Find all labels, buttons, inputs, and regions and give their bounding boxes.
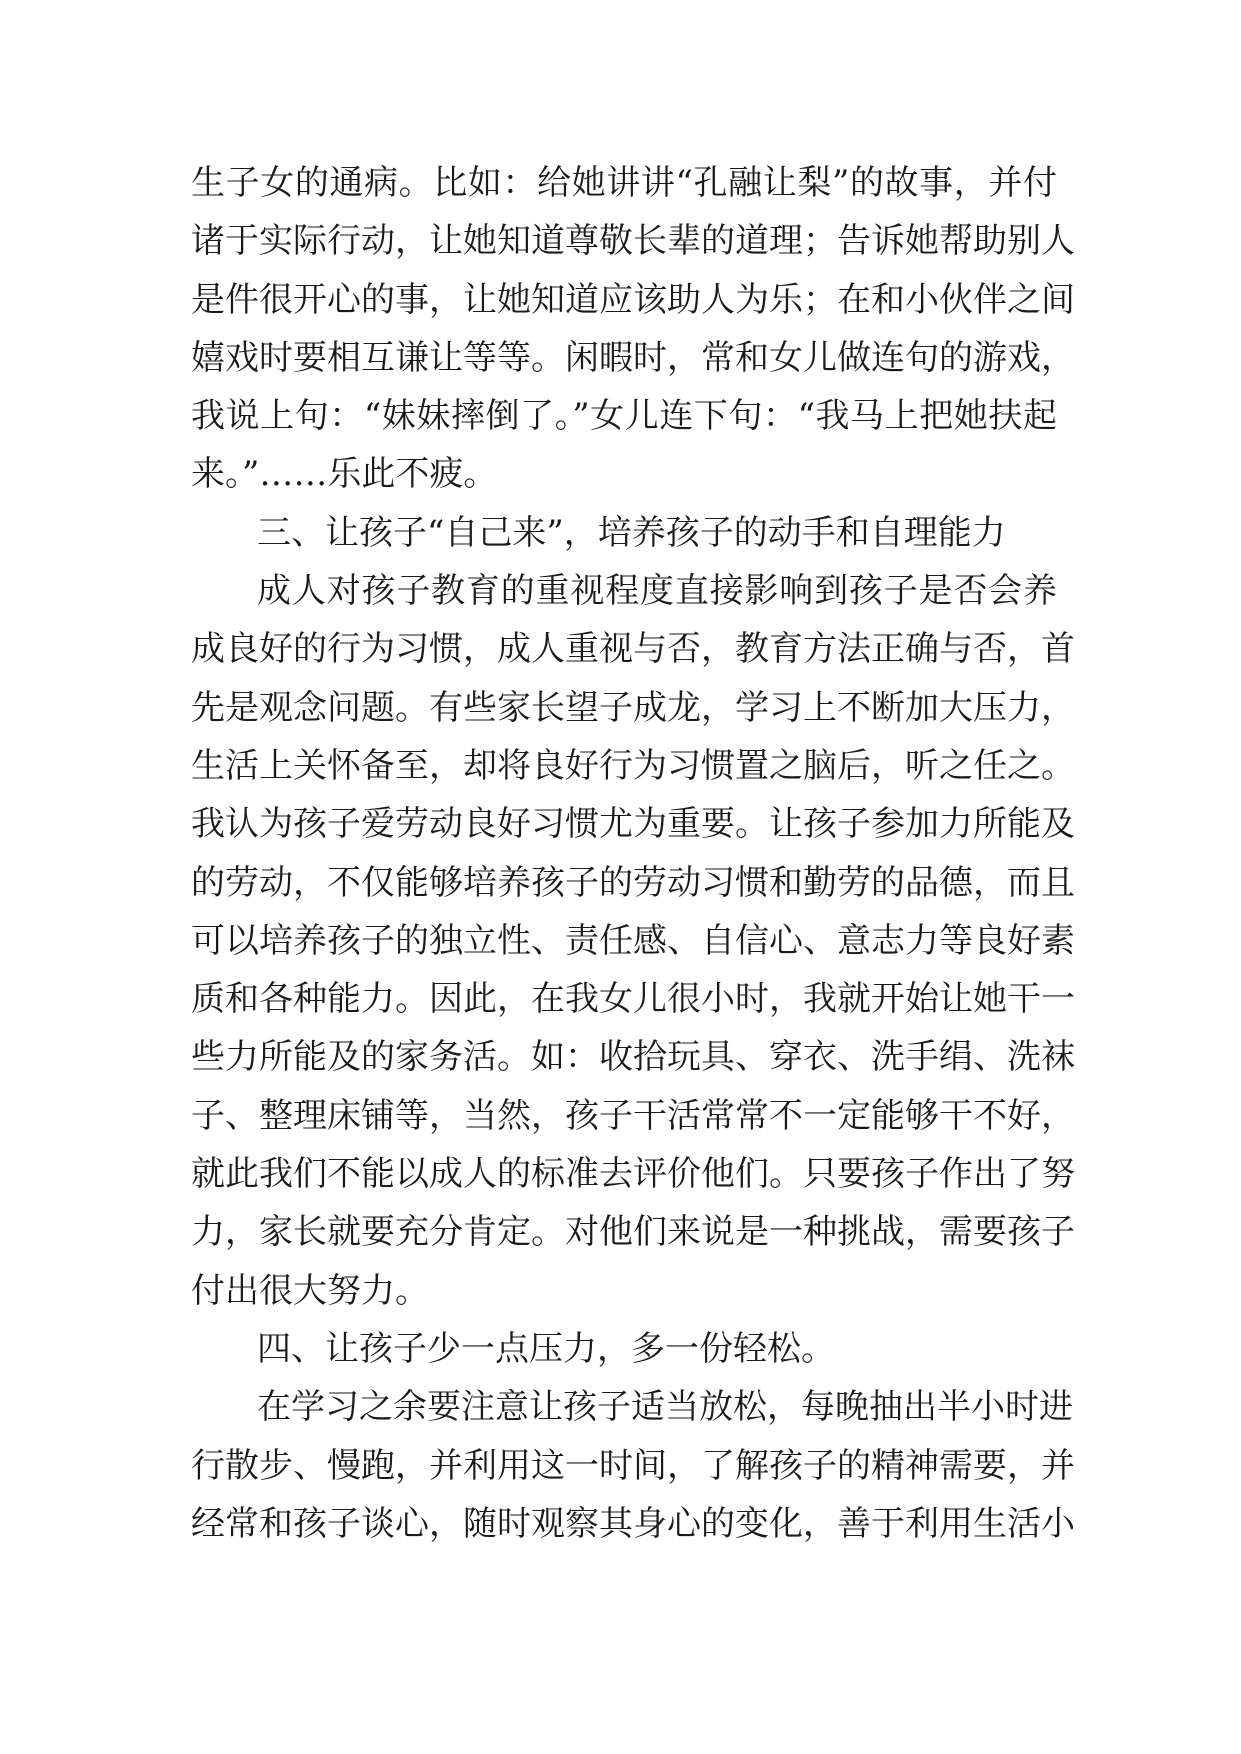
text-line: 力，家长就要充分肯定。对他们来说是一种挑战，需要孩子 xyxy=(191,1212,1075,1253)
text-line: 子、整理床铺等，当然，孩子干活常常不一定能够干不好， xyxy=(191,1095,1075,1136)
text-line: 质和各种能力。因此，在我女儿很小时，我就开始让她干一 xyxy=(191,979,1075,1020)
text-line: 生活上关怀备至，却将良好行为习惯置之脑后，听之任之。 xyxy=(191,745,1075,786)
text-line: 来。”……乐此不疲。 xyxy=(191,454,498,495)
text-line: 诸于实际行动，让她知道尊敬长辈的道理；告诉她帮助别人 xyxy=(191,221,1075,262)
text-line: 付出很大努力。 xyxy=(191,1270,429,1311)
text-line: 四、让孩子少一点压力，多一份轻松。 xyxy=(257,1328,835,1369)
text-line: 嬉戏时要相互谦让等等。闲暇时，常和女儿做连句的游戏， xyxy=(191,337,1075,378)
text-line: 先是观念问题。有些家长望子成龙，学习上不断加大压力， xyxy=(191,687,1075,728)
document-body xyxy=(191,154,1075,1553)
text-line: 经常和孩子谈心，随时观察其身心的变化，善于利用生活小 xyxy=(191,1503,1075,1544)
text-line: 我说上句：“妹妹摔倒了。”女儿连下句：“我马上把她扶起 xyxy=(191,396,1057,437)
text-line: 就此我们不能以成人的标准去评价他们。只要孩子作出了努 xyxy=(191,1154,1075,1195)
text-line: 些力所能及的家务活。如：收拾玩具、穿衣、洗手绢、洗袜 xyxy=(191,1037,1075,1078)
text-line: 成良好的行为习惯，成人重视与否，教育方法正确与否，首 xyxy=(191,629,1075,670)
text-line: 我认为孩子爱劳动良好习惯尤为重要。让孩子参加力所能及 xyxy=(191,804,1075,845)
text-line: 可以培养孩子的独立性、责任感、自信心、意志力等良好素 xyxy=(191,920,1075,961)
text-line: 是件很开心的事，让她知道应该助人为乐；在和小伙伴之间 xyxy=(191,279,1075,320)
text-line: 的劳动，不仅能够培养孩子的劳动习惯和勤劳的品德，而且 xyxy=(191,862,1075,903)
text-line: 生子女的通病。比如：给她讲讲“孔融让梨”的故事，并付 xyxy=(191,163,1057,203)
text-line: 行散步、慢跑，并利用这一时间，了解孩子的精神需要，并 xyxy=(191,1445,1075,1486)
text-line: 三、让孩子“自己来”，培养孩子的动手和自理能力 xyxy=(257,512,1006,553)
text-line: 成人对孩子教育的重视程度直接影响到孩子是否会养 xyxy=(257,571,1057,612)
text-line: 在学习之余要注意让孩子适当放松，每晚抽出半小时进 xyxy=(257,1387,1073,1428)
